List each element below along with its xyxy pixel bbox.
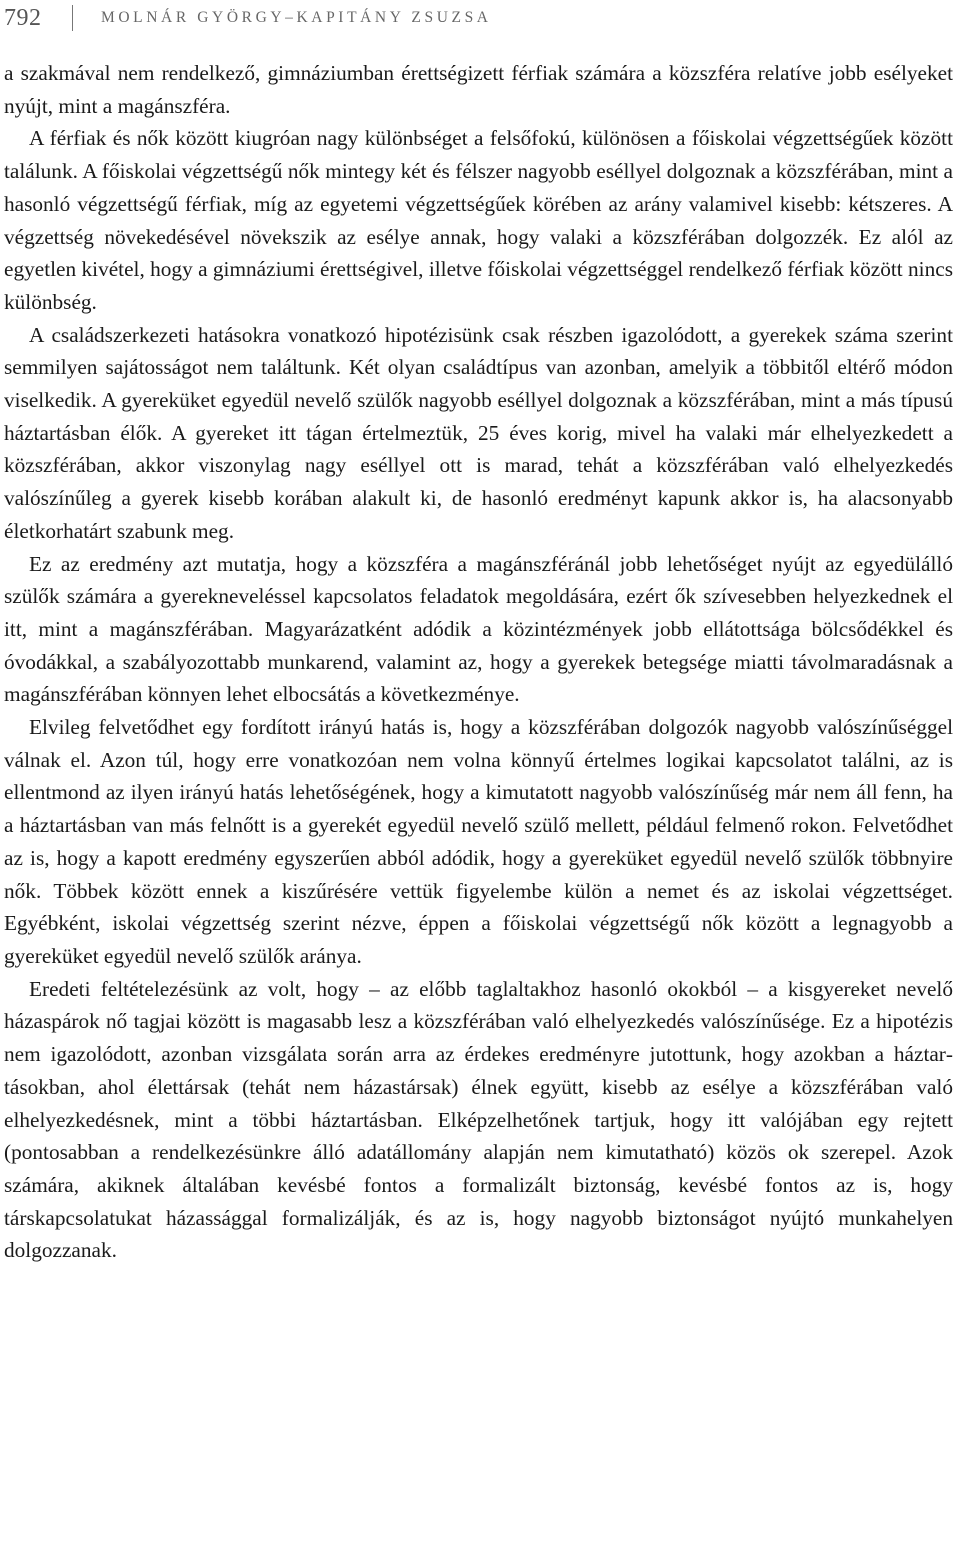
body-text [4, 57, 953, 1267]
paragraph: a szakmával nem rendelkező, gimnáziumban érettségizett férfiak számára a közszféra relatíve jobb esélyeket nyújt, mint a magánszféra. [4, 61, 953, 118]
running-title: MOLNÁR GYÖRGY–KAPITÁNY ZSUZSA [101, 9, 492, 26]
page-number: 792 [4, 4, 42, 31]
paragraph: A férfiak és nők között kiugróan nagy különbséget a felsőfokú, különösen a főiskolai végzettségűek között találunk. A főiskolai végzettségű nők mintegy két és félszer nagyobb eséllyel dolgoznak a közszférában, mint a hasonló végzettségű férfiak, míg az egyetemi végzettségűek körében az arány valamivel kisebb: kétszeres. A végzettség növekedésével növekszik az esélye annak, hogy valaki a közszférában dolgozzék. Ez alól az egyetlen kivétel, hogy a gimnáziumi érettségivel, illetve főiskolai végzettséggel rendelkező férfiak között nincs különbség. [4, 126, 953, 314]
paragraph: Ez az eredmény azt mutatja, hogy a közszféra a magánszféránál jobb lehetőséget nyújt az egyedülálló szülők számára a gyerekneveléssel kapcsolatos feladatok megoldására, ezért ők szívesebben helyezkednek el itt, mint a magánszférában. Magyarázatként adódik a közintézmények jobb ellátottsága bölcsődékkel és óvodákkal, a szabályozottabb munkarend, valamint az, hogy a gyerekek betegsége miatti távolmaradásnak a magánszférában könnyen lehet elbocsátás a következménye. [4, 551, 953, 707]
running-head [4, 0, 953, 36]
header-divider [72, 5, 73, 31]
paragraph: Eredeti feltételezésünk az volt, hogy – az előbb taglaltakhoz hasonló okokból – a kisgyereket nevelő házaspárok nő tagjai között is magasabb lesz a közszférában való elhelyezkedés valószínűsége. Ez a hipotézis nem igazolódott, azonban vizsgálata során arra az érdekes eredményre jutottunk, hogy azokban a háztartásokban, ahol élettársak (tehát nem házastársak) élnek együtt, kisebb az esélye a közszférában való elhelyezkedésnek, mint a többi háztartásban. Elképzelhetőnek tartjuk, hogy itt valójában egy rejtett (pontosabban a rendelkezésünkre álló adatállomány alapján nem kimutatható) közös ok szerepel. Azok számára, akiknek általában kevésbé fontos a formalizált biztonság, kevésbé fontos az is, hogy társkapcsolatukat házassággal formalizálják, és az is, hogy nagyobb biztonságot nyújtó munkahelyen dolgozzanak. [4, 976, 953, 1263]
paragraph: Elvileg felvetődhet egy fordított irányú hatás is, hogy a közszférában dolgozók nagyobb valószínűséggel válnak el. Azon túl, hogy erre vonatkozóan nem volna könnyű értelmes logikai kapcsolatot találni, az is ellentmond az ilyen irányú hatás lehetőségének, hogy a kimutatott nagyobb valószínűség már nem áll fenn, ha a háztartásban van más felnőtt is a gyerekét egyedül nevelő szülő mellett, például felmenő rokon. Felvetődhet az is, hogy a kapott eredmény egyszerűen abból adódik, hogy a gyereküket egyedül nevelő szülők többnyire nők. Többek között ennek a kiszűrésére vettük figyelembe külön a nemet és az iskolai végzettséget. Egyébként, iskolai végzettség szerint nézve, éppen a főiskolai végzettségű nők között a legnagyobb a gyereküket egyedül nevelő szülők aránya. [4, 715, 953, 968]
paragraph: A családszerkezeti hatásokra vonatkozó hipotézisünk csak részben igazolódott, a gyerekek száma szerint semmilyen sajátosságot nem találtunk. Két olyan családtípus van azonban, amelyik a többitől eltérő módon viselkedik. A gyereküket egyedül nevelő szülők nagyobb eséllyel dolgoznak a közszférában, mint a más típusú háztartásban élők. A gyereket itt tágan értelmeztük, 25 éves korig, mivel ha valaki már elhelyezkedett a közszférában, akkor viszonylag nagy eséllyel ott is marad, tehát a közszférában való elhelyezkedés valószínűleg a gyerek kisebb korában alakult ki, de hasonló eredményt kapunk akkor is, ha alacsonyabb életkorhatárt szabunk meg. [4, 322, 953, 543]
